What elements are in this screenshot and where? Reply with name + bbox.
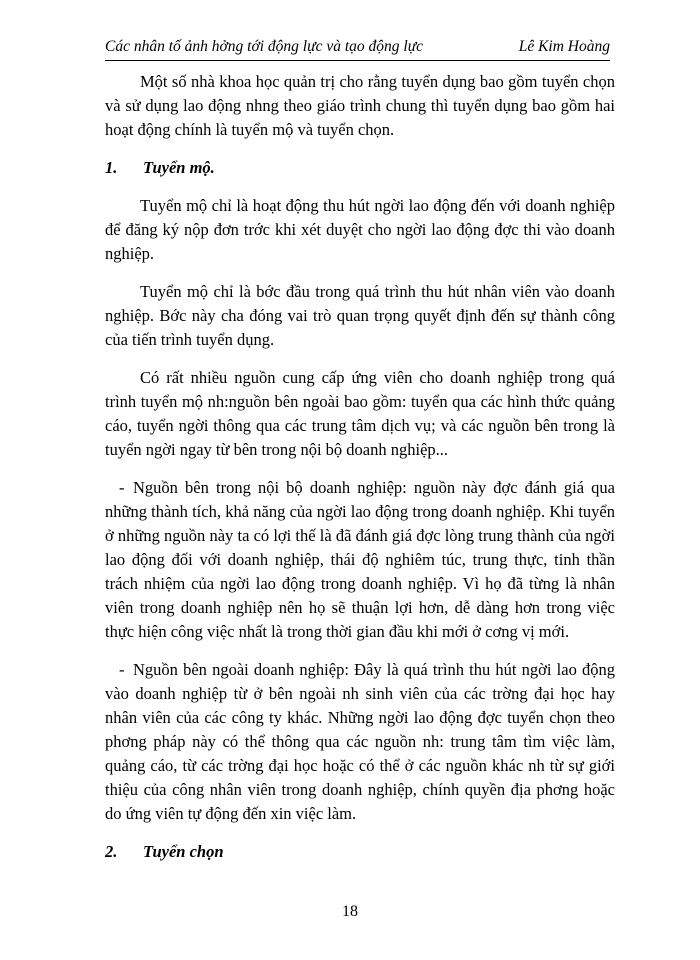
header-author: Lê Kim Hoàng [518, 38, 610, 55]
section-2-heading [105, 840, 615, 864]
section-1-number: 1. [105, 158, 118, 177]
section-1-title: Tuyển mộ. [143, 158, 215, 177]
bullet-item-external-source [105, 658, 615, 826]
page-header [105, 38, 610, 61]
section-1-paragraph: Tuyển mộ chỉ là hoạt động thu hút ngời lao động đến với doanh nghiệp để đăng ký nộp đơn trớc khi xét duyệt cho ngời lao động đợc thi vào doanh nghiệp. [105, 196, 615, 263]
section-1-paragraph: Tuyển mộ chỉ là bớc đầu trong quá trình thu hút nhân viên vào doanh nghiệp. Bớc này cha đóng vai trò quan trọng quyết định đến sự thành công của tiến trình tuyển dụng. [105, 282, 615, 349]
section-1-paragraph: Có rất nhiều nguồn cung cấp ứng viên cho doanh nghiệp trong quá trình tuyển mộ nh:nguồn bên ngoài bao gồm: tuyển qua các hình thức quảng cáo, tuyển ngời thông qua các trung tâm dịch vụ; và các nguồn bên trong là tuyển ngời ngay từ bên trong nội bộ doanh nghiệp... [105, 368, 615, 459]
bullet-item-internal-source [105, 476, 615, 644]
page-number: 18 [342, 903, 358, 920]
section-1-heading [105, 156, 615, 180]
section-2-number: 2. [105, 842, 118, 861]
bullet-marker: - [119, 660, 125, 679]
bullet-marker: - [119, 478, 125, 497]
bullet-text: Nguồn bên trong nội bộ doanh nghiệp: nguồn này đợc đánh giá qua những thành tích, khả năng của ngời lao động trong doanh nghiệp. Khi tuyển ở những nguồn này ta có lợi thế là đã đánh giá đợc lòng trung thành của ngời lao động đối với doanh nghiệp, thái độ nghiêm túc, trung thực, tinh thần trách nhiệm của ngời lao động trong doanh nghiệp. Vì họ đã từng là nhân viên trong doanh nghiệp nên họ sẽ thuận lợi hơn, dễ dàng hơn trong việc thực hiện công việc nhất là trong thời gian đầu khi mới ở cơng vị mới. [105, 478, 615, 641]
bullet-text: Nguồn bên ngoài doanh nghiệp: Đây là quá trình thu hút ngời lao động vào doanh nghiệp từ ở bên ngoài nh sinh viên của các trờng đại học hay nhân viên của các công ty khác. Những ngời lao động đợc tuyển chọn theo phơng pháp này có thể thông qua các nguồn nh: trung tâm tìm việc làm, quảng cáo, từ các trờng đại học hoặc có thể ở các nguồn khác nh từ sự giới thiệu của công nhân viên trong doanh nghiệp, chính quyền địa phơng hoặc do ứng viên tự động đến xin việc làm. [105, 660, 615, 823]
section-2-title: Tuyển chọn [143, 842, 224, 861]
header-title: Các nhân tố ảnh hởng tới động lực và tạo động lực [105, 38, 424, 55]
intro-paragraph: Một số nhà khoa học quản trị cho rằng tuyển dụng bao gồm tuyển chọn và sử dụng lao động nhng theo giáo trình chung thì tuyển dụng bao gồm hai hoạt động chính là tuyển mộ và tuyển chọn. [105, 72, 615, 139]
page-body [105, 70, 615, 878]
